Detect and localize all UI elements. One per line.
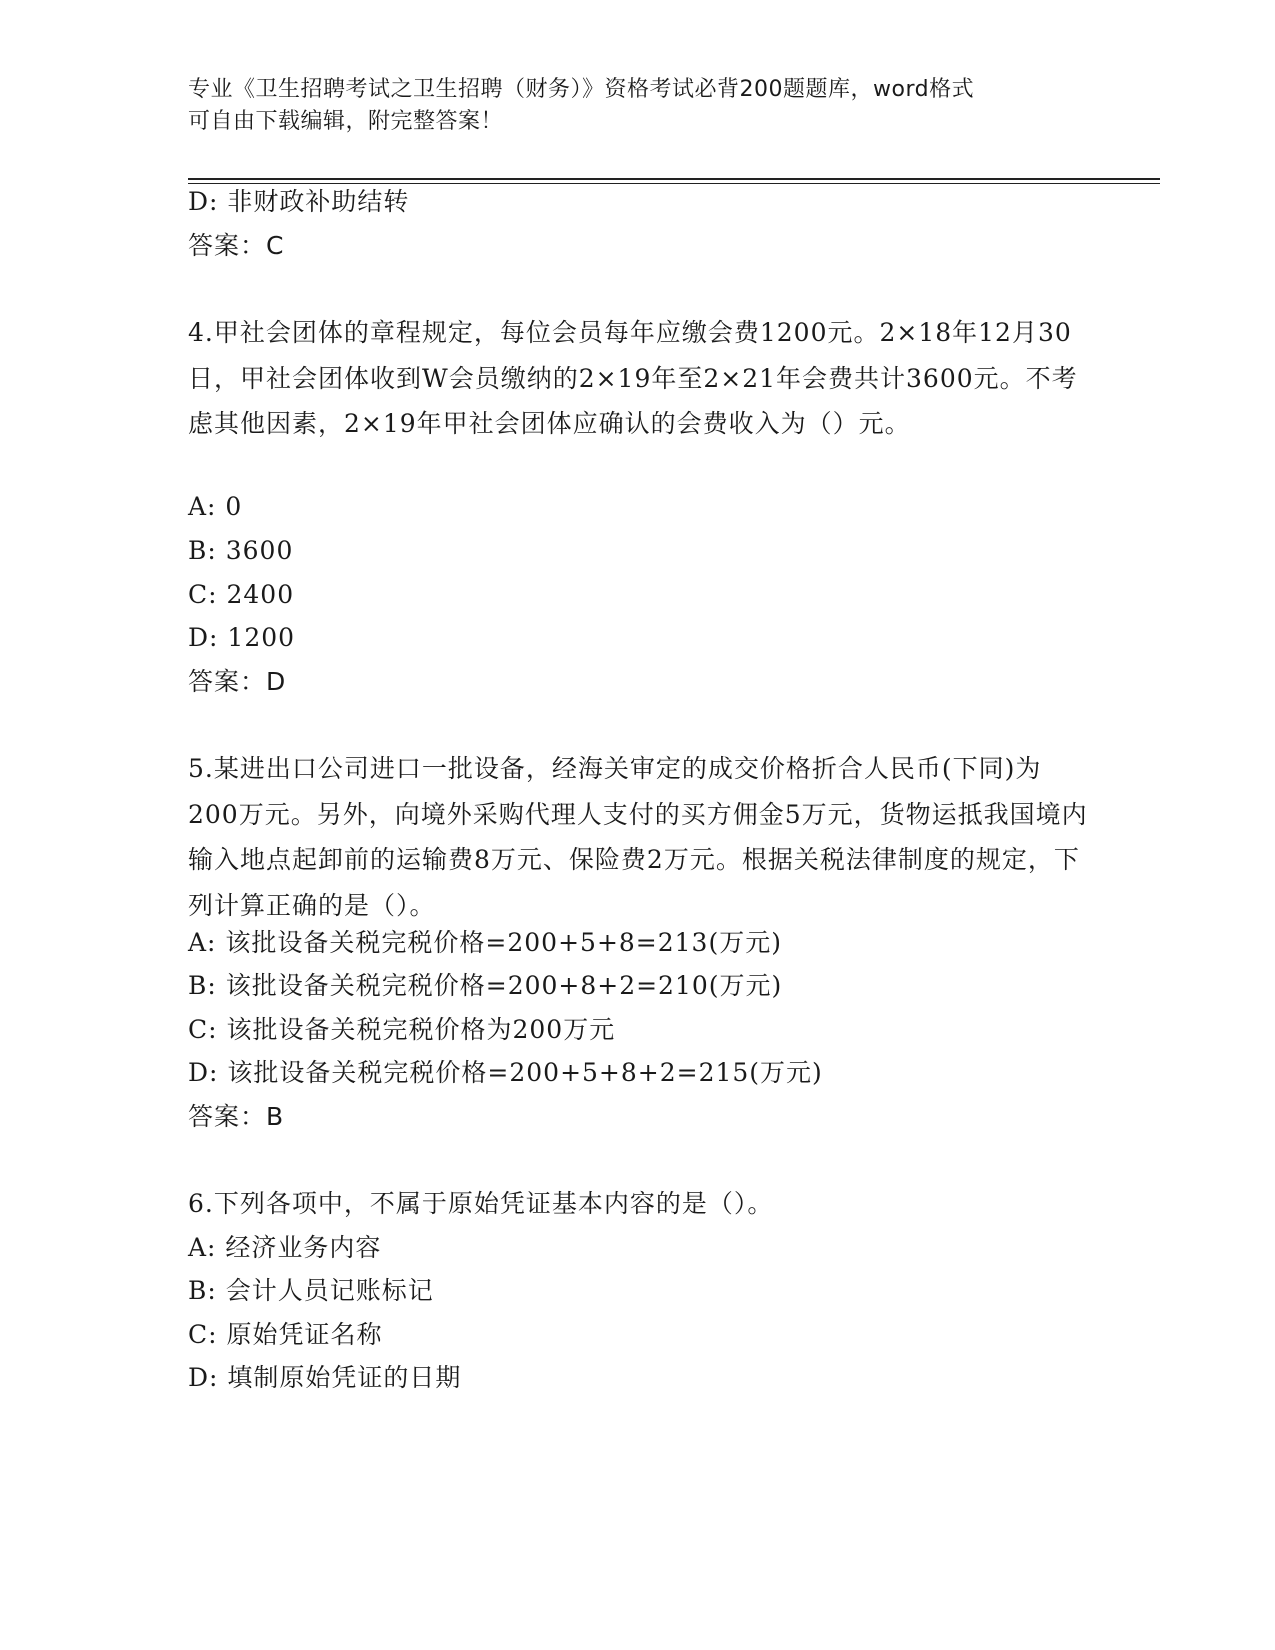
q6-stem: 6.下列各项中，不属于原始凭证基本内容的是（）。 [188,1189,774,1218]
q5-option-c: C: 该批设备关税完税价格为200万元 [188,1015,616,1044]
header-rule-thin [188,183,1160,184]
q6-option-c: C: 原始凭证名称 [188,1320,383,1349]
header-rule-thick [188,178,1160,180]
q5-option-a: A: 该批设备关税完税价格=200+5+8=213(万元) [188,928,782,957]
q3-answer: 答案：C [188,231,285,260]
page-header [188,74,1088,138]
q4-option-a: A: 0 [188,492,243,521]
header-line-2: 可自由下载编辑，附完整答案！ [188,109,504,134]
q4-stem: 4.甲社会团体的章程规定，每位会员每年应缴会费1200元。2×18年12月30日，甲社会团体收到W会员缴纳的2×19年至2×21年会费共计3600元。不考虑其他因素，2×19年甲社会团体应确认的会费收入为（）元。 [188,318,1078,438]
q6-option-d: D: 填制原始凭证的日期 [188,1363,462,1392]
q3-option-d: D: 非财政补助结转 [188,187,410,216]
q4-answer: 答案：D [188,667,287,696]
q4-option-c: C: 2400 [188,580,295,609]
q4-option-d: D: 1200 [188,623,296,652]
header-line-1: 专业《卫生招聘考试之卫生招聘（财务）》资格考试必背200题题库，word格式 [188,77,975,102]
q5-stem: 5.某进出口公司进口一批设备，经海关审定的成交价格折合人民币(下同)为200万元。另外，向境外采购代理人支付的买方佣金5万元，货物运抵我国境内输入地点起卸前的运输费8万元、保险费2万元。根据关税法律制度的规定，下列计算正确的是（）。 [188,754,1088,920]
q6-option-a: A: 经济业务内容 [188,1233,382,1262]
q5-answer: 答案：B [188,1102,285,1131]
q4-option-b: B: 3600 [188,536,294,565]
q5-option-b: B: 该批设备关税完税价格=200+8+2=210(万元) [188,971,783,1000]
q5-option-d: D: 该批设备关税完税价格=200+5+8+2=215(万元) [188,1058,823,1087]
q6-option-b: B: 会计人员记账标记 [188,1276,434,1305]
